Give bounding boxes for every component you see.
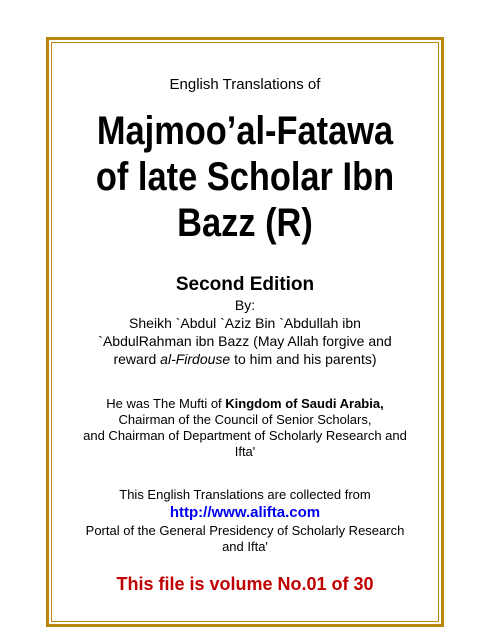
mufti-block [66, 396, 424, 460]
mufti-prefix: He was The Mufti of [106, 396, 226, 411]
mufti-line-4: Ifta' [234, 444, 256, 459]
kingdom-name: Kingdom of Saudi Arabia, [225, 396, 384, 411]
intro-text: English Translations of [169, 76, 321, 93]
volume-label: This file is volume No.01 of 30 [116, 574, 374, 594]
author-line-3-pre: reward [113, 351, 161, 367]
author-line-2: `AbdulRahman ibn Bazz (May Allah forgive and [98, 333, 392, 349]
portal-line-2: and Ifta' [222, 539, 268, 554]
al-firdouse-text: al-Firdouse [160, 351, 231, 367]
author-line-1: Sheikh `Abdul `Aziz Bin `Abdullah ibn [129, 315, 361, 331]
source-block [66, 487, 424, 555]
title-line-3: Bazz (R) [177, 201, 313, 245]
mufti-line-2: Chairman of the Council of Senior Scholars, [118, 412, 372, 427]
title-line-2: of late Scholar Ibn [95, 155, 395, 199]
mufti-line-3: and Chairman of Department of Scholarly Research and [83, 428, 407, 443]
author-line-3 [46, 350, 444, 368]
portal-line-1: Portal of the General Presidency of Scholarly Research [85, 523, 405, 538]
source-url-link[interactable]: http://www.alifta.com [169, 504, 321, 521]
title-line-1: Majmoo’al-Fatawa [96, 109, 394, 153]
author-block [46, 296, 444, 368]
by-label: By: [234, 297, 256, 313]
author-line-3-post: to him and his parents) [230, 351, 377, 367]
book-title [74, 108, 416, 246]
mufti-line-1 [66, 396, 424, 412]
collected-text: This English Translations are collected from [119, 487, 371, 502]
edition-label: Second Edition [175, 274, 315, 295]
